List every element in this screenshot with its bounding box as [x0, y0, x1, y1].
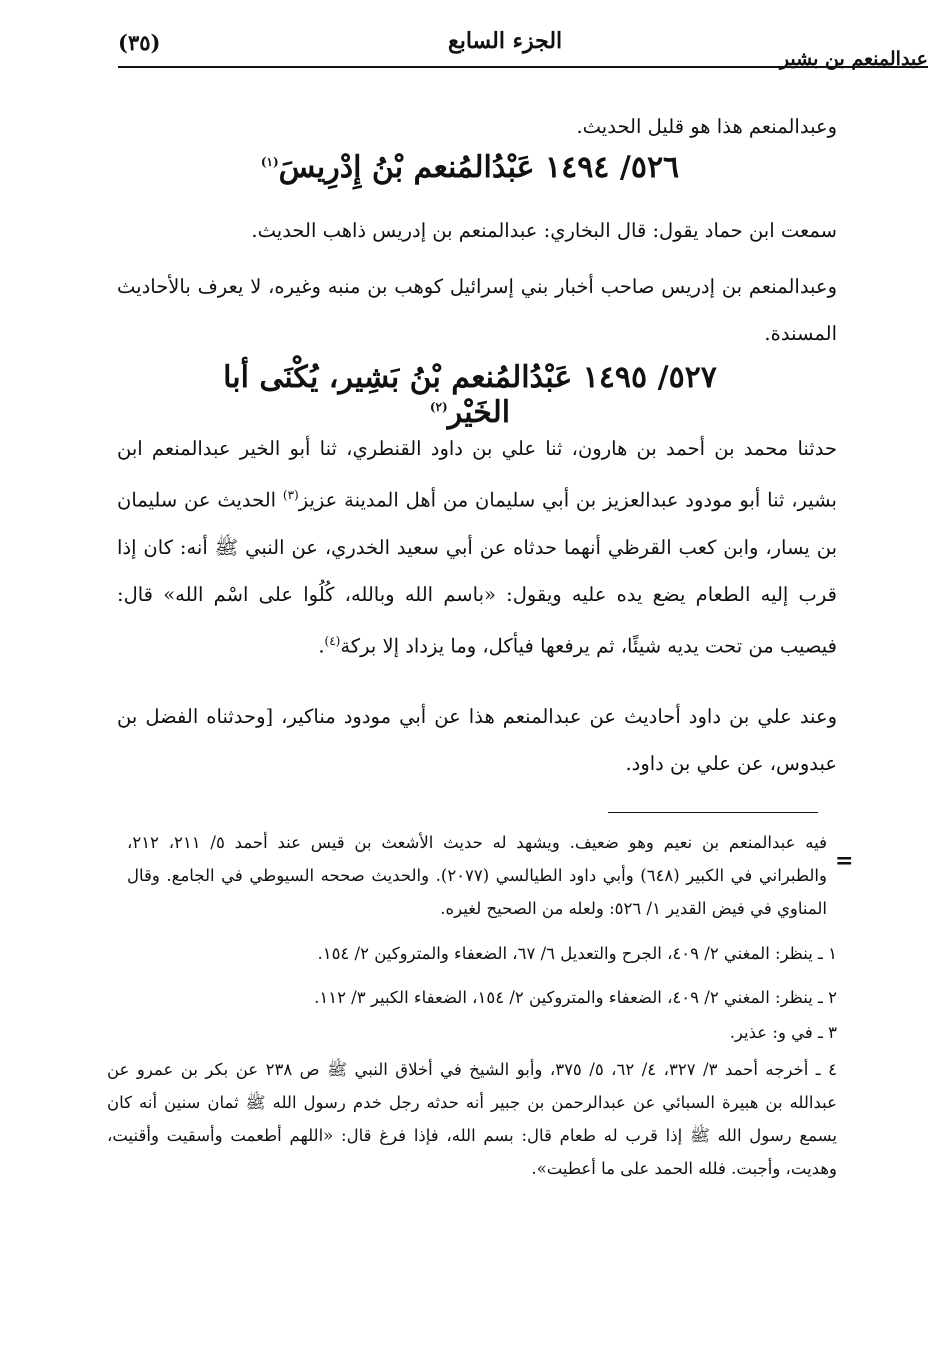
footnote-continuation: فيه عبدالمنعم بن نعيم وهو ضعيف. ويشهد له حديث الأشعث بن قيس عند أحمد ٥/ ٢١١، ٢١٢، والطبراني في الكبير (٦٤٨) وأبي داود الطيالسي (٢٠٧٧). والحديث صححه السيوطي في الجامع. وقال المناوي في فيض القدير ١/ ٥٢٦: ولعله من الصحيح لغيره.	[127, 833, 827, 918]
entry-527-text-b: الحديث عن سليمان بن يسار، وابن كعب القرظي أنهما حدثاه عن أبي سعيد الخدري، عن النبي ﷺ أنه: كان إذا قرب إليه الطعام يضع يده عليه ويقول: «باسم الله وبالله، كُلُوا على اسْم الله» قال: فيصيب من تحت يديه شيئًا، ثم يرفعها فيأكل، وما يزداد إلا بركة	[117, 488, 837, 657]
page-number: (٣٥)	[118, 30, 161, 55]
footnote-ref-3: (٣)	[282, 488, 299, 502]
volume-title: الجزء السابع	[448, 28, 563, 54]
footnote-2: ٢ ـ ينظر: المغني ٢/ ٤٠٩، الضعفاء والمتروكين ٢/ ١٥٤، الضعفاء الكبير ٣/ ١١٢.	[314, 988, 837, 1007]
entry-527-text-a: حدثنا محمد بن أحمد بن هارون، ثنا علي بن داود القنطري، ثنا أبو الخير عبدالمنعم ابن بشير، ثنا أبو مودود عبدالعزيز بن أبي سليمان من أهل المدينة عزيز	[117, 437, 837, 512]
footnote-1: ١ ـ ينظر: المغني ٢/ ٤٠٩، الجرح والتعديل ٦/ ٦٧، الضعفاء والمتروكين ٢/ ١٥٤.	[317, 944, 837, 963]
entry-527-heading	[190, 360, 750, 430]
entry-526-paragraph-2: وعبدالمنعم بن إدريس صاحب أخبار بني إسرائيل كوهب بن منبه وغيره، لا يعرف بالأحاديث المسندة.	[117, 275, 837, 345]
entry-526-heading	[190, 150, 750, 185]
running-title: عبدالمنعم بن بشير	[779, 48, 928, 70]
entry-526-title: ٥٢٦/ ١٤٩٤ عَبْدُالمُنعم بْنُ إِدْرِيسَ	[278, 150, 680, 185]
footnote-4: ٤ ـ أخرجه أحمد ٣/ ٣٢٧، ٤/ ٦٢، ٥/ ٣٧٥، وأبو الشيخ في أخلاق النبي ﷺ ص ٢٣٨ عن بكر بن عمرو عن عبدالله بن هبيرة السبائي عن عبدالرحمن بن جبير أنه حدثه رجل خدم رسول الله ﷺ ثمان سنين أنه كان يسمع رسول الله ﷺ إذا قرب له طعام قال: بسم الله، فإذا فرغ قال: «اللهم أطعمت وأسقيت وأقنيت، وهديت، وأجبت. فلله الحمد على ما أعطيت».	[107, 1060, 837, 1178]
footnote-continuation-mark: =	[835, 848, 854, 874]
footnote-separator	[608, 812, 818, 813]
footnote-ref-4: (٤)	[324, 633, 341, 648]
entry-527-paragraph-2: وعند علي بن داود أحاديث عن عبدالمنعم هذا عن أبي مودود مناكير، [وحدثناه الفضل بن عبدوس، عن علي بن داود.	[117, 705, 837, 775]
entry-527-paragraph-1	[117, 425, 837, 669]
entry-526-footnote-ref: (١)	[260, 155, 279, 169]
entry-526-paragraph-1: سمعت ابن حماد يقول: قال البخاري: عبدالمنعم بن إدريس ذاهب الحديث.	[251, 219, 837, 242]
footnote-3: ٣ ـ في و: عذير.	[729, 1023, 837, 1042]
entry-527-title: ٥٢٧/ ١٤٩٥ عَبْدُالمُنعم بْنُ بَشِير، يُكْنَى أبا الخَيْر	[223, 360, 717, 430]
entry-527-footnote-ref: (٢)	[429, 400, 448, 414]
page-header	[118, 22, 928, 70]
header-rule	[118, 66, 928, 68]
entry-527-text-end: .	[318, 634, 325, 657]
previous-entry-line: وعبدالمنعم هذا هو قليل الحديث.	[576, 115, 837, 138]
